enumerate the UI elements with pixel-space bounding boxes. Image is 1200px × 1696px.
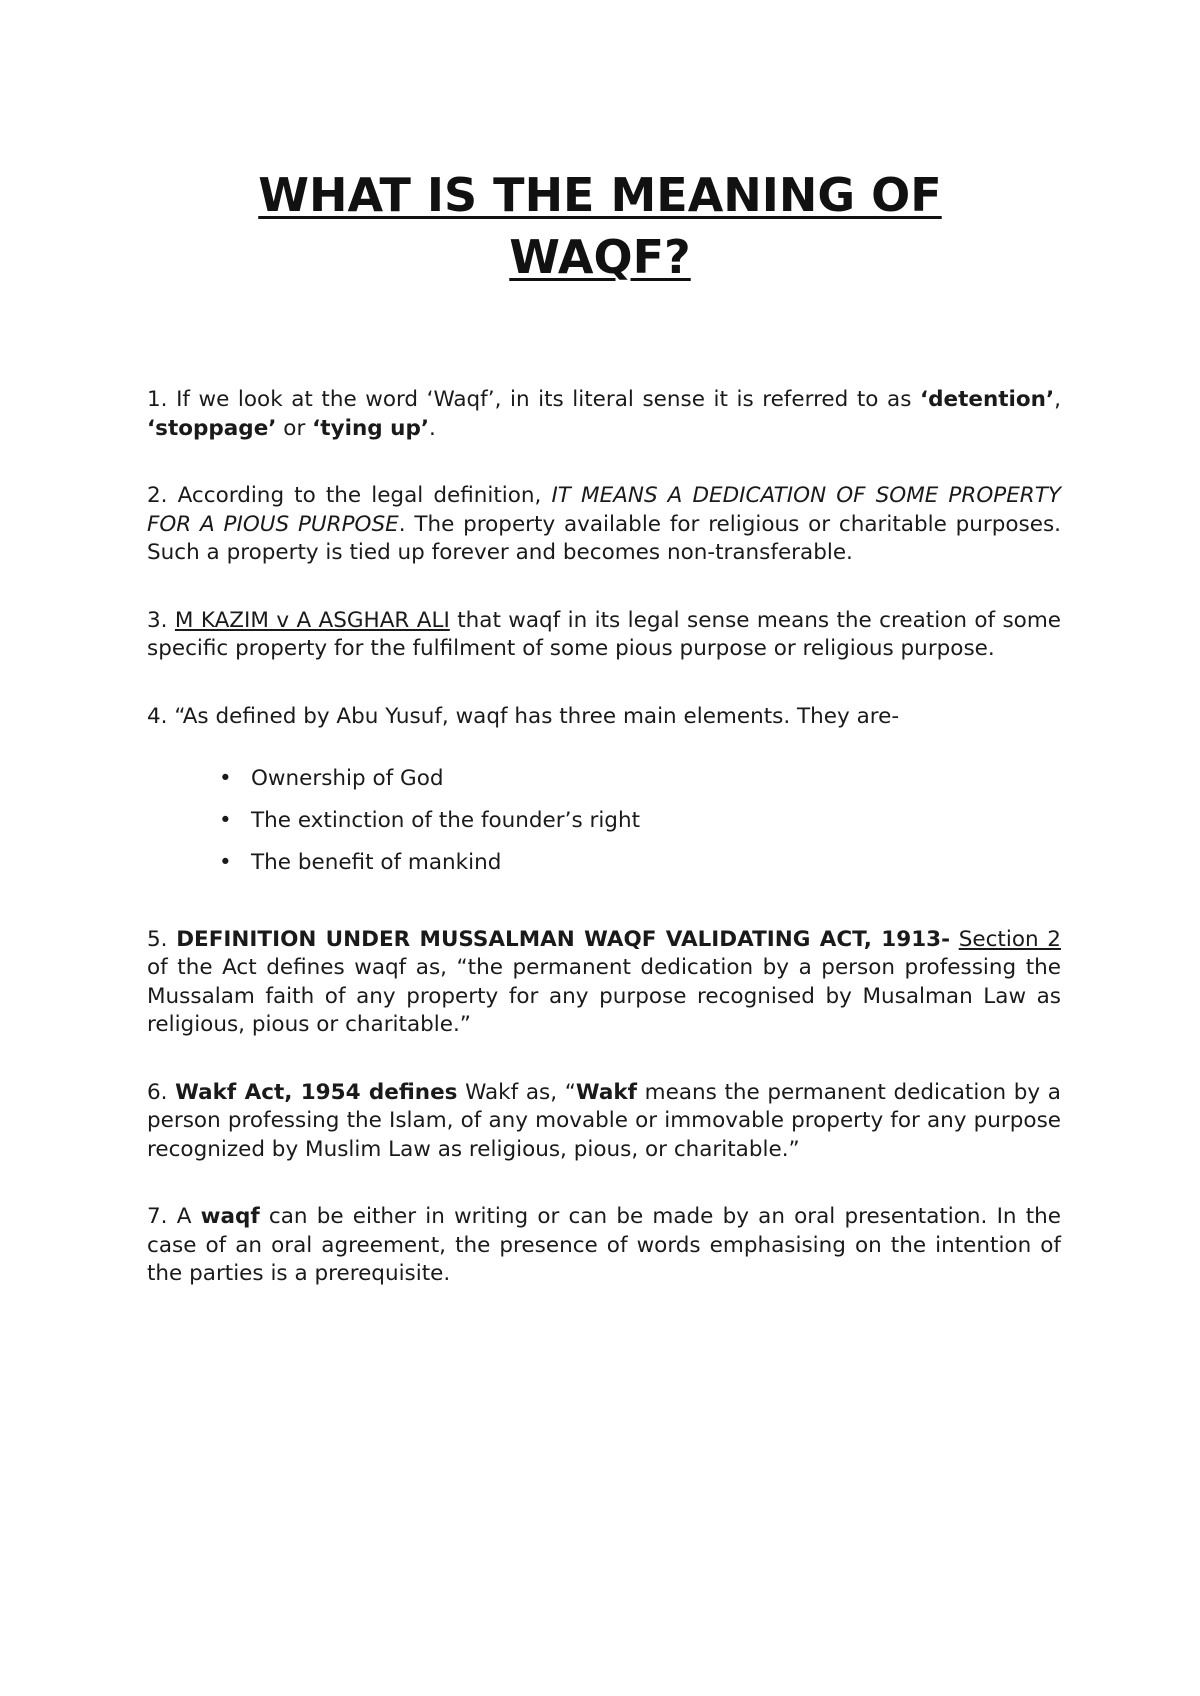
p3-case-name: M KAZIM v A ASGHAR ALI (174, 607, 450, 633)
p6-term-wakf: Wakf (575, 1079, 637, 1105)
p4-text: 4. “As defined by Abu Yusuf, waqf has three main elements. They are- (147, 703, 900, 729)
p3-rest: that waqf in its legal sense means the creation of some specific property for the fulfilment of some pious purpose or religious purpose. (147, 607, 1062, 661)
p1-or: or (276, 415, 313, 441)
p5-rest: of the Act defines waqf as, “the permanent dedication by a person professing the Mussalam faith of any property for any purpose recognised by Musalman Law as religious, pious or charitable.” (147, 955, 1061, 1037)
list-item-text: The benefit of mankind (251, 850, 502, 875)
p6-number: 6. (147, 1079, 176, 1105)
paragraph-7 (147, 1203, 1061, 1289)
paragraph-5 (147, 926, 1061, 1040)
p1-sep: , (1054, 387, 1061, 412)
list-item (219, 849, 1061, 878)
p1-term-detention: ‘detention’ (919, 387, 1055, 412)
page-title (0, 164, 1200, 288)
p6-rest: means the permanent dedication by a person professing the Islam, of any movable or immovable property for any purpose recognized by Muslim Law as religious, pious, or charitable.” (147, 1079, 1061, 1162)
p1-term-stoppage: ‘stoppage’ (147, 415, 277, 441)
document-body (147, 386, 1061, 1328)
title-line-1: WHAT IS THE MEANING OF (258, 168, 942, 222)
p7-term-waqf: waqf (200, 1204, 260, 1229)
p5-number: 5. (147, 926, 177, 952)
paragraph-1 (147, 386, 1061, 443)
p3-number: 3. (147, 607, 175, 633)
list-item (219, 807, 1061, 836)
p7-number: 7. A (147, 1204, 201, 1229)
bullet-icon: • (219, 766, 232, 791)
paragraph-6 (147, 1079, 1061, 1165)
paragraph-3 (147, 607, 1061, 664)
paragraph-2 (147, 482, 1061, 568)
p1-text: 1. If we look at the word ‘Waqf’, in its literal sense it is referred to as (147, 387, 920, 412)
section-2-link[interactable]: Section 2 (958, 926, 1061, 952)
p1-end: . (429, 415, 436, 441)
bullet-icon: • (219, 850, 232, 875)
p5-act-heading: DEFINITION UNDER MUSSALMAN WAQF VALIDATING ACT, 1913- (176, 926, 951, 952)
list-item (219, 765, 1061, 794)
p1-term-tying-up: ‘tying up’ (312, 415, 429, 441)
p2-definition: IT MEANS A DEDICATION OF SOME PROPERTY FOR A PIOUS PURPOSE (147, 483, 1061, 537)
paragraph-4 (147, 703, 1061, 732)
p2-rest: . The property available for religious or charitable purposes. Such a property is tied up forever and becomes non-transferable. (147, 511, 1062, 565)
p7-rest: can be either in writing or can be made by an oral presentation. In the case of an oral agreement, the presence of words emphasising on the intention of the parties is a prerequisite. (147, 1204, 1062, 1286)
p2-text: 2. According to the legal definition, (147, 483, 552, 508)
list-item-text: Ownership of God (251, 766, 444, 791)
title-line-2: WAQF? (509, 230, 691, 284)
p6-text: Wakf as, “ (457, 1079, 576, 1105)
bullet-icon: • (219, 808, 232, 833)
p5-space (950, 927, 959, 952)
p6-act-heading: Wakf Act, 1954 defines (175, 1079, 458, 1105)
list-item-text: The extinction of the founder’s right (251, 808, 641, 833)
elements-list (147, 765, 1061, 878)
